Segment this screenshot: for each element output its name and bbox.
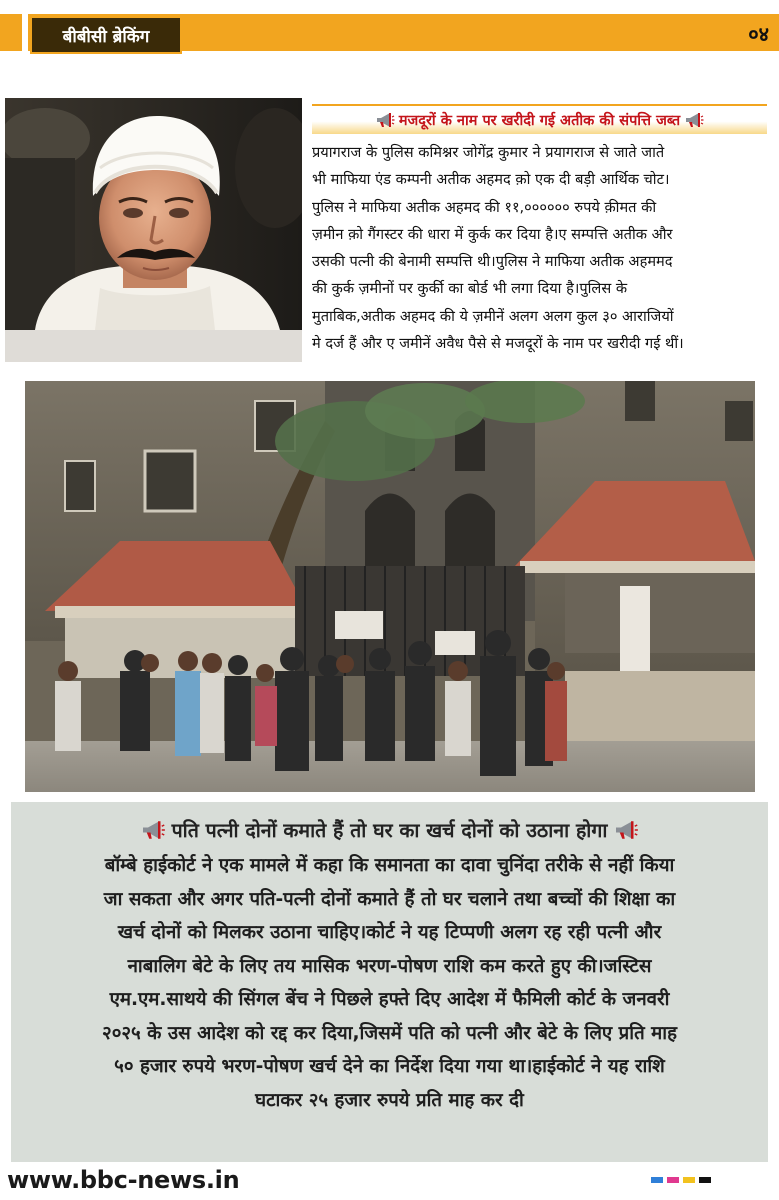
story1-line: पुलिस ने माफिया अतीक अहमद की ११,०००००० रुपये क़ीमत की (312, 198, 657, 216)
story1-title: मजदूरों के नाम पर खरीदी गई अतीक की संपत्ति जब्त (398, 113, 681, 129)
story1-line: उसकी पत्नी की बेनामी सम्पत्ति थी।पुलिस ने माफिया अतीक अहममद (312, 253, 673, 271)
story2-line: ५० हजार रुपये भरण-पोषण खर्च देने का निर्देश दिया गया था।हाईकोर्ट ने यह राशि (114, 1056, 665, 1077)
court-building-illustration (25, 381, 755, 792)
story2-line: नाबालिग बेटे के लिए तय मासिक भरण-पोषण राशि कम करते हुए की।जस्टिस (127, 955, 652, 977)
brand-title: बीबीसी ब्रेकिंग (62, 26, 150, 47)
portrait-photo-illustration (5, 98, 302, 330)
website-link[interactable]: www.bbc-news.in (7, 1166, 240, 1194)
portrait-caption-strip (5, 330, 302, 362)
story1-line: की कुर्क ज़मीनों पर कुर्की का बोर्ड भी लगा दिया है।पुलिस के (312, 280, 628, 298)
story2-line: बॉम्बे हाईकोर्ट ने एक मामले में कहा कि समानता का दावा चुनिंदा तरीके से नहीं किया (104, 855, 675, 876)
story1-line: भी माफिया एंड कम्पनी अतीक अहमद क़ो एक दी बड़ी आर्थिक चोट। (312, 171, 670, 189)
story2-line: जा सकता और अगर पति-पत्नी दोनों कमाते हैं तो घर चलाने तथा बच्चों की शिक्षा का (103, 888, 676, 910)
megaphone-icon (613, 820, 639, 840)
story2-box (11, 802, 768, 1162)
footer-color-dashes (651, 1177, 711, 1183)
megaphone-icon (684, 112, 704, 128)
portrait-photo (5, 98, 302, 330)
header-accent-square (0, 14, 22, 51)
footer-dash (683, 1177, 695, 1183)
story1-line: प्रयागराज के पुलिस कमिश्नर जोगेंद्र कुमार ने प्रयागराज से जाते जाते (312, 144, 665, 161)
megaphone-icon (375, 112, 395, 128)
story2-title: पति पत्नी दोनों कमाते हैं तो घर का खर्च दोनों को उठाना होगा (171, 819, 608, 842)
story2-line: २०२५ के उस आदेश को रद्द कर दिया,जिसमें पति को पत्नी और बेटे के लिए प्रति माह (102, 1022, 677, 1044)
court-building-photo (25, 381, 755, 792)
brand-badge (30, 16, 182, 54)
footer-dash (667, 1177, 679, 1183)
story1-body (312, 139, 770, 357)
story2-body (23, 849, 756, 1117)
footer-dash (651, 1177, 663, 1183)
story2-line: घटाकर २५ हजार रुपये प्रति माह कर दी (255, 1089, 524, 1111)
story2-line: एम.एम.साथये की सिंगल बेंच ने पिछले हफ्ते दिए आदेश में फैमिली कोर्ट के जनवरी (109, 989, 670, 1010)
story2-heading (11, 816, 768, 843)
story1-line: ज़मीन क़ो गैंगस्टर की धारा में कुर्क कर दिया है।ए सम्पत्ति अतीक और (312, 225, 673, 243)
story2-line: खर्च दोनों को मिलकर उठाना चाहिए।कोर्ट ने यह टिप्पणी अलग रह रही पत्नी और (117, 922, 662, 943)
page-number: ०४ (748, 22, 769, 46)
footer-dash (699, 1177, 711, 1183)
story1-line: मे दर्ज हैं और ए जमीनें अवैध पैसे से मजदूरों के नाम पर खरीदी गई थीं। (312, 335, 684, 353)
story1-heading (312, 104, 767, 134)
story1-line: मुताबिक,अतीक अहमद की ये ज़मीनें अलग अलग कुल ३० आराजियों (312, 307, 674, 325)
megaphone-icon (140, 820, 166, 840)
